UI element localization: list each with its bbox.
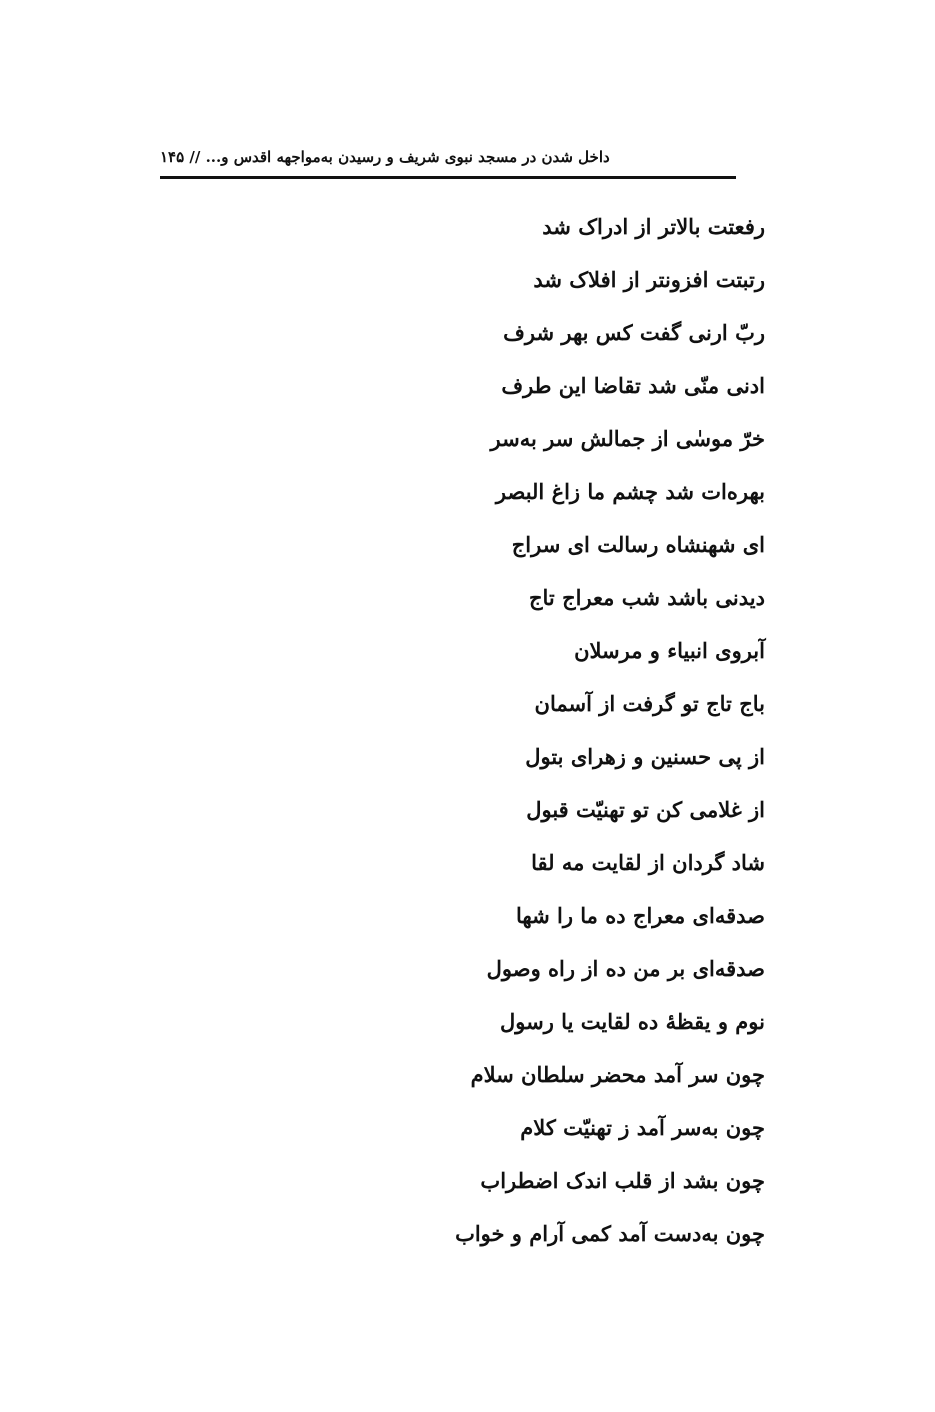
- verse-line-12: از غلامی کن تو تهنیّت قبول: [526, 797, 765, 822]
- verse-line-13: شاد گردان از لقایت مه لقا: [531, 850, 765, 875]
- verse-line-9: آبروی انبیاء و مرسلان: [574, 638, 765, 663]
- running-header: داخل شدن در مسجد نبوی شریف و رسیدن به‌مواجهه اقدس و... // ۱۴۵: [160, 148, 610, 166]
- verse-line-8: دیدنی باشد شب معراج تاج: [528, 585, 765, 610]
- verse-line-5: خرّ موسٰی از جمالش سر به‌سر: [490, 426, 765, 451]
- verse-line-19: چون بشد از قلب اندک اضطراب: [480, 1168, 765, 1193]
- verse-line-3: ربّ ارنی گفت کس بهر شرف: [503, 320, 765, 345]
- verse-line-17: چون سر آمد محضر سلطان سلام: [470, 1062, 765, 1087]
- verse-line-11: از پی حسنین و زهرای بتول: [525, 744, 765, 769]
- verse-line-15: صدقه‌ای بر من ده از راه وصول: [486, 956, 765, 981]
- verse-line-10: باج تاج تو گرفت از آسمان: [534, 691, 765, 716]
- header-rule: [160, 176, 736, 179]
- verse-line-14: صدقه‌ای معراج ده ما را شها: [516, 903, 765, 928]
- poem-body: [345, 200, 765, 1260]
- verse-line-4: ادنی منّی شد تقاضا این طرف: [501, 373, 765, 398]
- verse-line-16: نوم و یقظهٔ ده لقایت یا رسول: [500, 1009, 765, 1034]
- verse-line-18: چون به‌سر آمد ز تهنیّت کلام: [520, 1115, 765, 1140]
- verse-line-20: چون به‌دست آمد کمی آرام و خواب: [455, 1221, 765, 1246]
- verse-line-2: رتبتت افزونتر از افلاک شد: [533, 267, 765, 292]
- verse-line-6: بهره‌ات شد چشم ما زاغ البصر: [495, 479, 765, 504]
- verse-line-1: رفعتت بالاتر از ادراک شد: [542, 214, 765, 239]
- verse-line-7: ای شهنشاه رسالت ای سراج: [511, 532, 765, 557]
